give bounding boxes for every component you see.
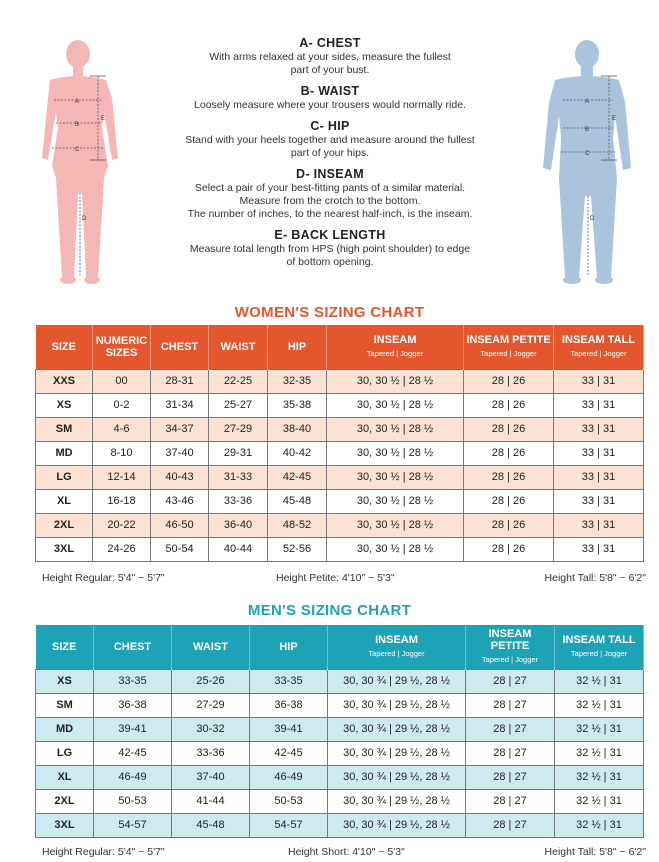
cell-inseam-tall: 33 | 31 <box>554 537 644 561</box>
header-waist: WAIST <box>209 325 268 369</box>
cell-inseam-petite: 28 | 26 <box>464 441 554 465</box>
cell-chest: 50-54 <box>151 537 209 561</box>
cell-waist: 30-32 <box>172 717 250 741</box>
cell-size: SM <box>36 693 94 717</box>
cell-inseam-petite: 28 | 27 <box>466 693 555 717</box>
instruction-title: B- WAIST <box>300 84 360 98</box>
cell-hip: 54-57 <box>250 813 328 837</box>
cell-inseam-tall: 32 ½ | 31 <box>555 693 644 717</box>
header-inseam-tall-label: INSEAM TALL <box>561 333 636 346</box>
womens-sizing-table <box>35 325 644 562</box>
cell-numeric: 24-26 <box>93 537 151 561</box>
cell-size: XXS <box>36 369 93 393</box>
figure-label-a: A <box>75 99 80 105</box>
instruction-hip <box>150 119 510 160</box>
header-hip: HIP <box>250 625 328 669</box>
cell-inseam-tall: 32 ½ | 31 <box>555 765 644 789</box>
cell-waist: 31-33 <box>209 465 268 489</box>
cell-size: XS <box>36 393 93 417</box>
womens-chart-title: WOMEN'S SIZING CHART <box>234 304 425 321</box>
cell-inseam-tall: 33 | 31 <box>554 417 644 441</box>
table-row <box>36 537 644 561</box>
header-inseam-petite <box>466 625 555 669</box>
height-tall: Height Tall: 5'8" ~ 6'2" <box>544 846 646 858</box>
header-numeric-sizes <box>93 325 151 369</box>
cell-chest: 37-40 <box>151 441 209 465</box>
header-hip: HIP <box>268 325 327 369</box>
cell-numeric: 12-14 <box>93 465 151 489</box>
instruction-title: D- INSEAM <box>296 167 364 181</box>
table-header-row <box>36 325 644 369</box>
instruction-text: The number of inches, to the nearest half-inch, is the inseam. <box>187 208 473 220</box>
table-row <box>36 717 644 741</box>
cell-inseam: 30, 30 ½ | 28 ½ <box>327 513 464 537</box>
cell-numeric: 16-18 <box>93 489 151 513</box>
instruction-text: Measure from the crotch to the bottom. <box>239 195 421 207</box>
cell-inseam: 30, 30 ¾ | 29 ½, 28 ½ <box>328 789 466 813</box>
cell-numeric: 20-22 <box>93 513 151 537</box>
cell-waist: 33-36 <box>172 741 250 765</box>
cell-waist: 36-40 <box>209 513 268 537</box>
cell-inseam-petite: 28 | 27 <box>466 813 555 837</box>
cell-hip: 52-56 <box>268 537 327 561</box>
cell-inseam: 30, 30 ¾ | 29 ½, 28 ½ <box>328 765 466 789</box>
figure-label-c: C <box>75 147 80 153</box>
table-row <box>36 417 644 441</box>
cell-inseam-petite: 28 | 26 <box>464 513 554 537</box>
height-short: Height Short: 4'10" ~ 5'3" <box>288 846 405 858</box>
cell-inseam: 30, 30 ¾ | 29 ½, 28 ½ <box>328 717 466 741</box>
instruction-text: of bottom opening. <box>286 256 374 268</box>
header-inseam <box>328 625 466 669</box>
figure-label-d: D <box>590 216 595 222</box>
cell-inseam-petite: 28 | 26 <box>464 369 554 393</box>
men-body-figure <box>515 28 635 290</box>
cell-inseam-tall: 32 ½ | 31 <box>555 789 644 813</box>
cell-size: 3XL <box>36 537 93 561</box>
header-numeric-line1: NUMERIC <box>95 334 148 347</box>
instruction-inseam <box>150 167 510 221</box>
cell-waist: 29-31 <box>209 441 268 465</box>
cell-size: 3XL <box>36 813 94 837</box>
cell-inseam: 30, 30 ½ | 28 ½ <box>327 465 464 489</box>
instruction-chest <box>150 36 510 77</box>
cell-inseam: 30, 30 ½ | 28 ½ <box>327 489 464 513</box>
cell-inseam: 30, 30 ½ | 28 ½ <box>327 417 464 441</box>
cell-chest: 46-50 <box>151 513 209 537</box>
instruction-title: E- BACK LENGTH <box>274 228 386 242</box>
table-header-row <box>36 625 644 669</box>
cell-waist: 40-44 <box>209 537 268 561</box>
cell-inseam-tall: 33 | 31 <box>554 441 644 465</box>
cell-hip: 50-53 <box>250 789 328 813</box>
cell-inseam-tall: 33 | 31 <box>554 369 644 393</box>
cell-chest: 50-53 <box>94 789 172 813</box>
mens-sizing-table <box>35 625 644 838</box>
header-inseam-label: INSEAM <box>373 333 417 346</box>
cell-inseam-petite: 28 | 26 <box>464 393 554 417</box>
cell-numeric: 8-10 <box>93 441 151 465</box>
cell-chest: 36-38 <box>94 693 172 717</box>
header-inseam-sub: Tapered | Jogger <box>368 648 425 658</box>
instruction-text: Loosely measure where your trousers would normally ride. <box>194 99 466 111</box>
header-size: SIZE <box>36 325 93 369</box>
cell-chest: 40-43 <box>151 465 209 489</box>
table-row <box>36 513 644 537</box>
cell-inseam-petite: 28 | 26 <box>464 465 554 489</box>
instruction-text: Measure total length from HPS (high point shoulder) to edge <box>189 243 471 255</box>
cell-inseam-petite: 28 | 27 <box>466 669 555 693</box>
cell-size: SM <box>36 417 93 441</box>
header-inseam-petite-label: INSEAM PETITE <box>466 333 551 346</box>
cell-size: 2XL <box>36 789 94 813</box>
cell-inseam: 30, 30 ¾ | 29 ½, 28 ½ <box>328 693 466 717</box>
cell-inseam: 30, 30 ½ | 28 ½ <box>327 441 464 465</box>
cell-chest: 43-46 <box>151 489 209 513</box>
height-regular: Height Regular: 5'4" ~ 5'7" <box>42 572 165 584</box>
cell-inseam-petite: 28 | 27 <box>466 765 555 789</box>
cell-waist: 37-40 <box>172 765 250 789</box>
cell-hip: 42-45 <box>268 465 327 489</box>
cell-chest: 54-57 <box>94 813 172 837</box>
women-body-figure <box>28 28 148 290</box>
cell-chest: 46-49 <box>94 765 172 789</box>
cell-inseam-petite: 28 | 26 <box>464 537 554 561</box>
instruction-text: Stand with your heels together and measure around the fullest <box>185 134 475 146</box>
cell-size: LG <box>36 465 93 489</box>
cell-inseam-petite: 28 | 27 <box>466 741 555 765</box>
table-row <box>36 369 644 393</box>
figure-label-a: A <box>585 99 590 105</box>
header-waist: WAIST <box>172 625 250 669</box>
instruction-title: A- CHEST <box>299 36 361 50</box>
figure-label-e: E <box>101 116 106 122</box>
height-regular: Height Regular: 5'4" ~ 5'7" <box>42 846 165 858</box>
cell-inseam-tall: 32 ½ | 31 <box>555 717 644 741</box>
header-inseam-tall-sub: Tapered | Jogger <box>570 348 627 358</box>
header-numeric-line2: SIZES <box>105 346 138 359</box>
header-inseam <box>327 325 464 369</box>
cell-hip: 46-49 <box>250 765 328 789</box>
cell-numeric: 00 <box>93 369 151 393</box>
header-inseam-petite-sub: Tapered | Jogger <box>480 348 537 358</box>
cell-size: MD <box>36 717 94 741</box>
cell-inseam: 30, 30 ½ | 28 ½ <box>327 537 464 561</box>
header-inseam-petite-label: INSEAM PETITE <box>488 627 532 652</box>
cell-hip: 36-38 <box>250 693 328 717</box>
cell-chest: 39-41 <box>94 717 172 741</box>
table-row <box>36 465 644 489</box>
cell-inseam-tall: 32 ½ | 31 <box>555 741 644 765</box>
figure-label-b: B <box>585 127 590 133</box>
cell-waist: 25-26 <box>172 669 250 693</box>
header-inseam-tall-sub: Tapered | Jogger <box>570 648 628 658</box>
instruction-text: part of your hips. <box>290 147 370 159</box>
cell-inseam: 30, 30 ¾ | 29 ½, 28 ½ <box>328 669 466 693</box>
header-chest: CHEST <box>151 325 209 369</box>
instruction-title: C- HIP <box>310 119 350 133</box>
header-inseam-tall <box>555 625 644 669</box>
cell-hip: 40-42 <box>268 441 327 465</box>
cell-inseam: 30, 30 ¾ | 29 ½, 28 ½ <box>328 741 466 765</box>
cell-hip: 32-35 <box>268 369 327 393</box>
header-inseam-petite <box>464 325 554 369</box>
cell-hip: 45-48 <box>268 489 327 513</box>
table-row <box>36 765 644 789</box>
mens-chart-title: MEN'S SIZING CHART <box>247 602 412 619</box>
figure-label-c: C <box>585 151 590 157</box>
cell-chest: 33-35 <box>94 669 172 693</box>
header-inseam-label: INSEAM <box>375 633 418 646</box>
cell-waist: 41-44 <box>172 789 250 813</box>
cell-waist: 25-27 <box>209 393 268 417</box>
height-petite: Height Petite: 4'10" ~ 5'3" <box>276 572 395 584</box>
figure-label-d: D <box>82 216 87 222</box>
cell-inseam-petite: 28 | 27 <box>466 717 555 741</box>
cell-size: MD <box>36 441 93 465</box>
figure-label-b: B <box>75 122 80 128</box>
cell-inseam: 30, 30 ¾ | 29 ½, 28 ½ <box>328 813 466 837</box>
cell-size: 2XL <box>36 513 93 537</box>
table-row <box>36 741 644 765</box>
cell-chest: 42-45 <box>94 741 172 765</box>
height-tall: Height Tall: 5'8" ~ 6'2" <box>544 572 646 584</box>
cell-inseam-tall: 33 | 31 <box>554 393 644 417</box>
cell-numeric: 4-6 <box>93 417 151 441</box>
cell-hip: 33-35 <box>250 669 328 693</box>
measurement-instructions <box>150 36 510 276</box>
cell-inseam-tall: 32 ½ | 31 <box>555 669 644 693</box>
cell-hip: 38-40 <box>268 417 327 441</box>
cell-numeric: 0-2 <box>93 393 151 417</box>
cell-inseam-tall: 33 | 31 <box>554 513 644 537</box>
cell-hip: 39-41 <box>250 717 328 741</box>
table-row <box>36 693 644 717</box>
header-size: SIZE <box>36 625 94 669</box>
cell-waist: 22-25 <box>209 369 268 393</box>
cell-inseam-tall: 33 | 31 <box>554 465 644 489</box>
cell-inseam-petite: 28 | 27 <box>466 789 555 813</box>
header-inseam-petite-sub: Tapered | Jogger <box>481 654 539 664</box>
cell-waist: 33-36 <box>209 489 268 513</box>
cell-hip: 35-38 <box>268 393 327 417</box>
cell-hip: 42-45 <box>250 741 328 765</box>
cell-inseam: 30, 30 ½ | 28 ½ <box>327 369 464 393</box>
cell-inseam-petite: 28 | 26 <box>464 417 554 441</box>
instruction-back-length <box>150 228 510 269</box>
instruction-waist <box>150 84 510 112</box>
instruction-text: With arms relaxed at your sides, measure the fullest <box>209 51 451 63</box>
instruction-text: Select a pair of your best-fitting pants of a similar material. <box>194 182 466 194</box>
cell-inseam-tall: 32 ½ | 31 <box>555 813 644 837</box>
cell-hip: 48-52 <box>268 513 327 537</box>
table-row <box>36 813 644 837</box>
cell-waist: 27-29 <box>172 693 250 717</box>
cell-chest: 34-37 <box>151 417 209 441</box>
cell-size: XS <box>36 669 94 693</box>
table-row <box>36 489 644 513</box>
cell-waist: 45-48 <box>172 813 250 837</box>
cell-chest: 31-34 <box>151 393 209 417</box>
cell-size: XL <box>36 765 94 789</box>
header-inseam-tall <box>554 325 644 369</box>
cell-size: LG <box>36 741 94 765</box>
cell-inseam-tall: 33 | 31 <box>554 489 644 513</box>
table-row <box>36 669 644 693</box>
table-row <box>36 393 644 417</box>
header-inseam-tall-label: INSEAM TALL <box>562 633 636 646</box>
instruction-text: part of your bust. <box>290 64 370 76</box>
table-row <box>36 441 644 465</box>
table-row <box>36 789 644 813</box>
cell-size: XL <box>36 489 93 513</box>
cell-chest: 28-31 <box>151 369 209 393</box>
figure-label-e: E <box>612 116 617 122</box>
cell-inseam: 30, 30 ½ | 28 ½ <box>327 393 464 417</box>
cell-inseam-petite: 28 | 26 <box>464 489 554 513</box>
cell-waist: 27-29 <box>209 417 268 441</box>
header-inseam-sub: Tapered | Jogger <box>366 348 424 358</box>
header-chest: CHEST <box>94 625 172 669</box>
